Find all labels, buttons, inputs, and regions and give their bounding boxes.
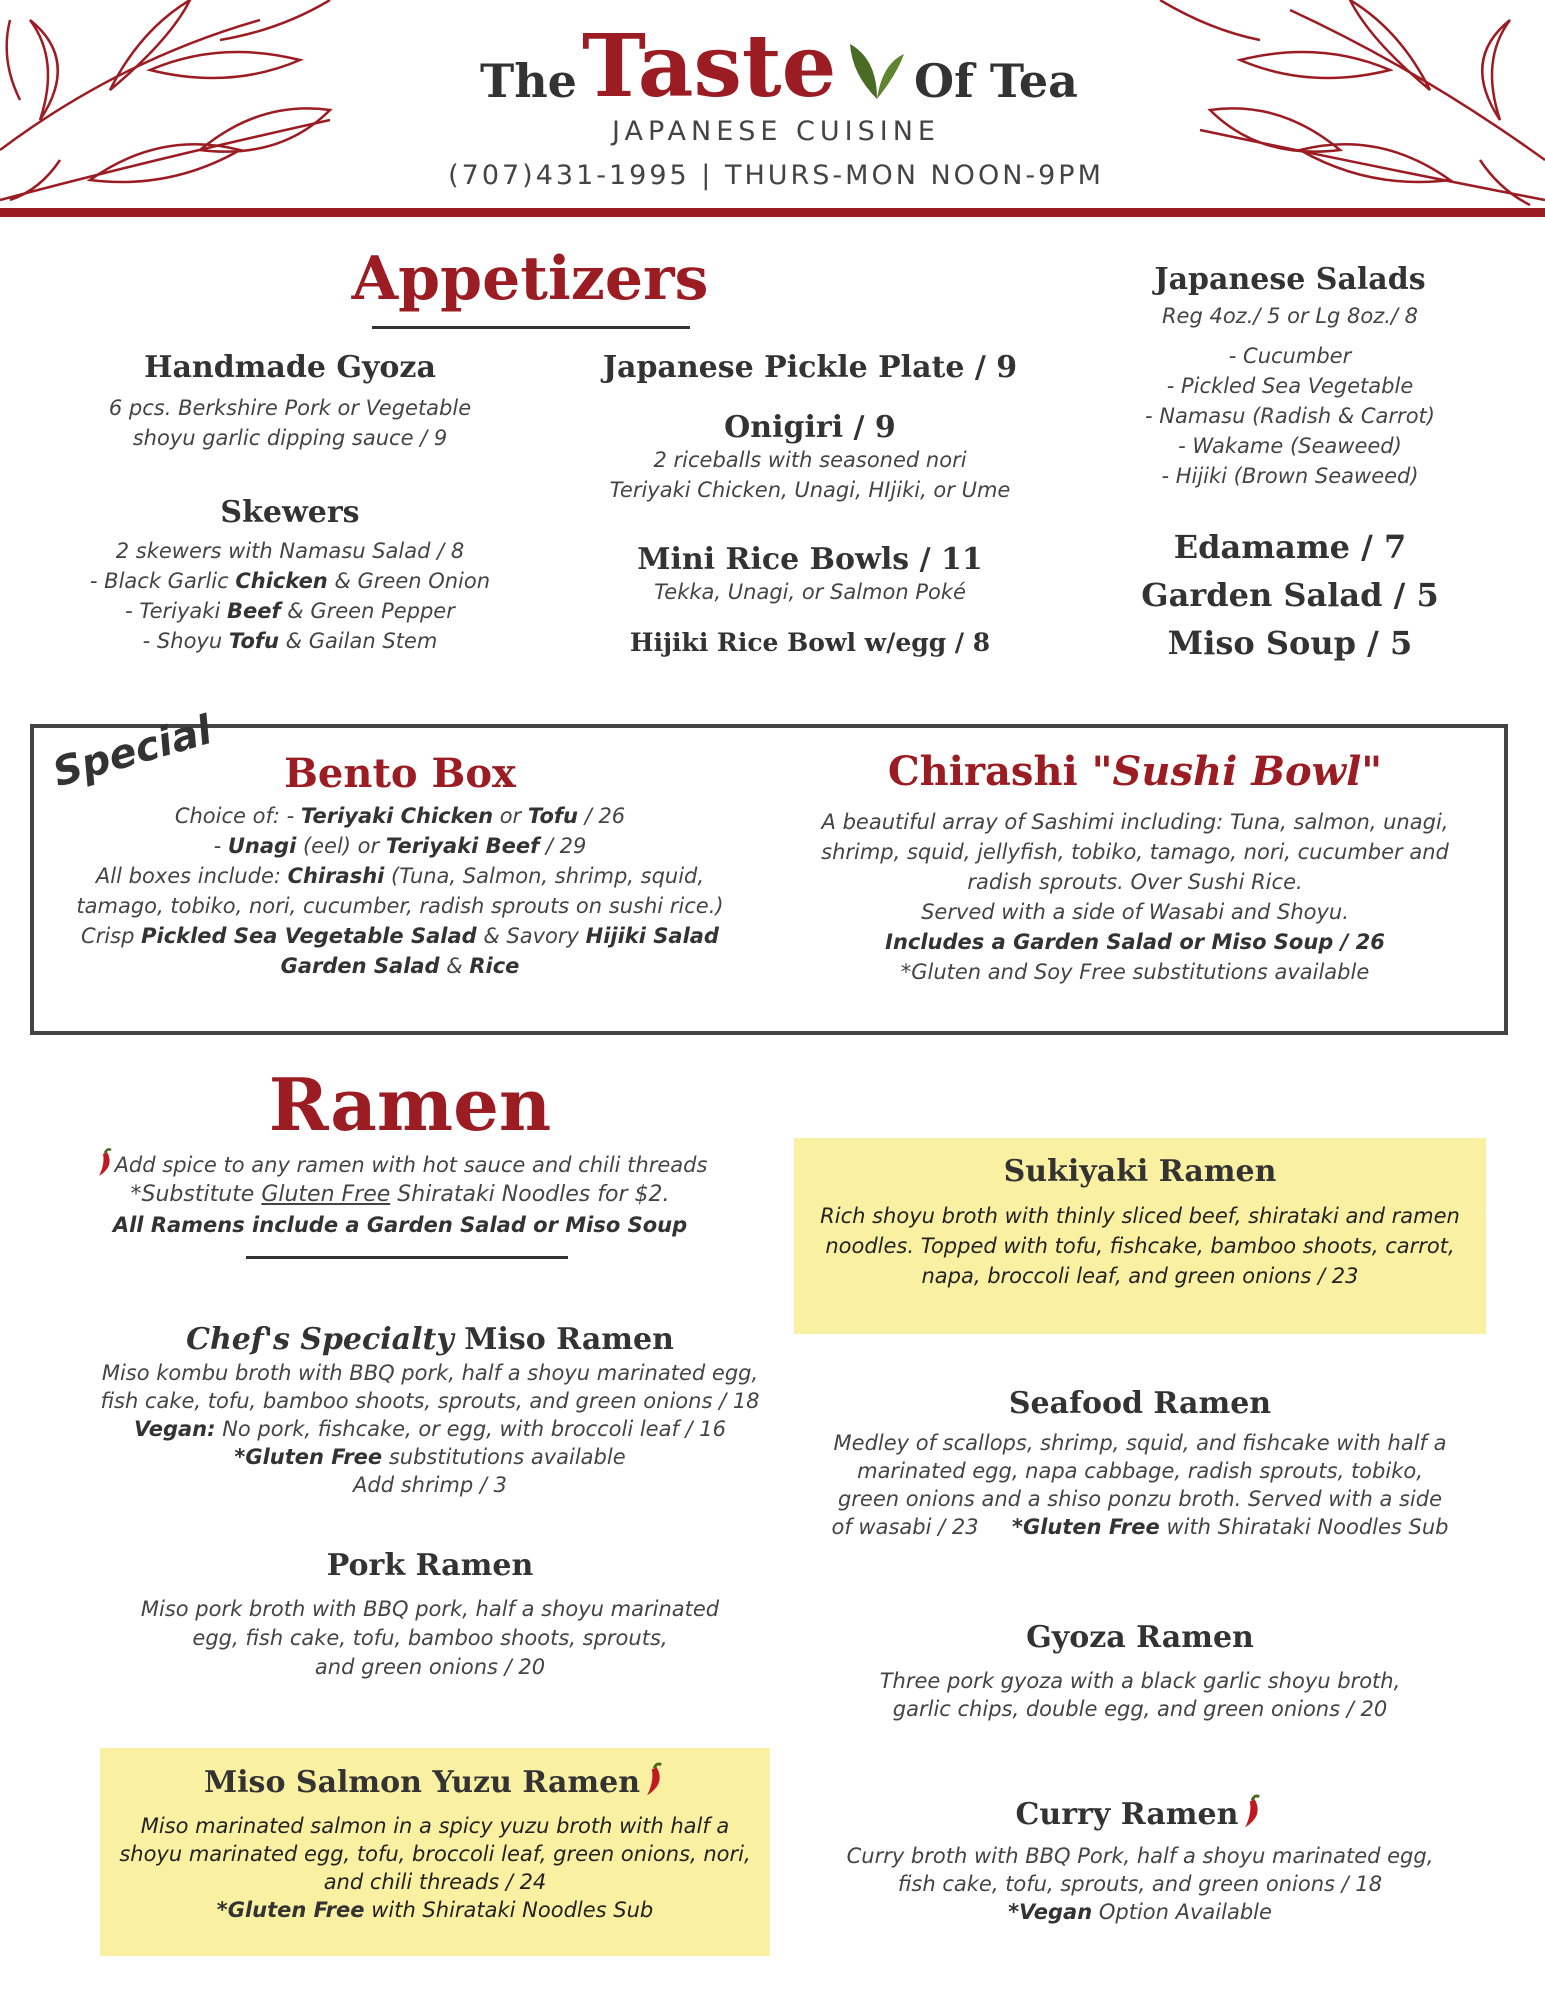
seafood-name: Seafood Ramen (1008, 1386, 1272, 1421)
gyoza-ramen-name: Gyoza Ramen (1026, 1620, 1254, 1655)
seafood-ramen (794, 1386, 1486, 1541)
onigiri-desc-2: Teriyaki Chicken, Unagi, HIjiki, or Ume (609, 478, 1011, 502)
seafood-desc-3: green onions and a shiso ponzu broth. Served with a side (837, 1487, 1443, 1511)
chirashi-desc-4: Served with a side of Wasabi and Shoyu. (921, 900, 1349, 924)
pork-ramen-desc-2: egg, fish cake, tofu, bamboo shoots, sprouts, (192, 1626, 668, 1650)
japanese-salads-name: Japanese Salads (1154, 262, 1426, 297)
chefs-desc-1: Miso kombu broth with BBQ pork, half a shoyu marinated egg, (101, 1361, 759, 1385)
curry-ramen-desc-2: fish cake, tofu, sprouts, and green onions / 18 (897, 1872, 1383, 1896)
subtitle: JAPANESE CUISINE (612, 116, 940, 147)
pork-ramen-desc-3: and green onions / 20 (314, 1655, 546, 1679)
appetizers-underline (372, 326, 690, 329)
sukiyaki-name: Sukiyaki Ramen (1003, 1154, 1277, 1189)
curry-ramen (794, 1794, 1486, 1926)
ramen-notes (50, 1148, 750, 1240)
curry-ramen-desc-1: Curry broth with BBQ Pork, half a shoyu marinated egg, (846, 1844, 1434, 1868)
ramen-title: Ramen (268, 1062, 552, 1147)
bento-desc-2: - Unagi (eel) or Teriyaki Beef / 29 (213, 834, 587, 858)
ramen-underline (246, 1256, 568, 1259)
bento-box-item (50, 750, 750, 981)
miso-soup-item: Miso Soup / 5 (1167, 624, 1413, 662)
chefs-specialty-miso-ramen (50, 1322, 810, 1499)
skewers-name: Skewers (220, 495, 360, 530)
chili-pepper-icon (1238, 1794, 1264, 1830)
miso-salmon-desc-3: and chili threads / 24 (323, 1870, 547, 1894)
gyoza-desc-1: 6 pcs. Berkshire Pork or Vegetable (108, 396, 472, 420)
skewers-desc-4: - Shoyu Tofu & Gailan Stem (142, 629, 438, 653)
pickle-plate-item: Japanese Pickle Plate / 9 (602, 350, 1018, 385)
salad-option: - Namasu (Radish & Carrot) (1145, 404, 1435, 428)
sukiyaki-desc-2: noodles. Topped with tofu, fishcake, bamboo shoots, carrot, (825, 1234, 1455, 1258)
mini-rice-bowls-desc: Tekka, Unagi, or Salmon Poké (654, 580, 966, 604)
chili-pepper-icon (93, 1148, 115, 1178)
salad-option: - Pickled Sea Vegetable (1166, 374, 1414, 398)
chefs-specialty-name: Chef's Specialty Miso Ramen (186, 1322, 674, 1357)
ramen-note-includes: All Ramens include a Garden Salad or Miso Soup (112, 1213, 688, 1237)
salad-option: - Cucumber (1228, 344, 1352, 368)
gyoza-ramen-desc-2: garlic chips, double egg, and green onions / 20 (892, 1697, 1388, 1721)
header-divider (0, 208, 1545, 217)
japanese-salads-sizes: Reg 4oz./ 5 or Lg 8oz./ 8 (1161, 304, 1419, 328)
gyoza-item (60, 350, 520, 453)
skewers-item (40, 495, 540, 656)
chirashi-name: Chirashi "Sushi Bowl" (887, 748, 1383, 795)
onigiri-item (560, 410, 1060, 505)
miso-salmon-desc-1: Miso marinated salmon in a spicy yuzu broth with half a (140, 1814, 730, 1838)
pork-ramen-name: Pork Ramen (326, 1548, 534, 1583)
gyoza-desc-2: shoyu garlic dipping sauce / 9 (132, 426, 448, 450)
mini-rice-bowls-item (560, 542, 1060, 607)
special-label: Special (48, 707, 218, 797)
miso-salmon-desc-4: *Gluten Free with Shirataki Noodles Sub (216, 1898, 654, 1922)
appetizers-title: Appetizers (351, 244, 709, 314)
garden-salad-item: Garden Salad / 5 (1141, 576, 1439, 614)
miso-salmon-desc-2: shoyu marinated egg, tofu, broccoli leaf, green onions, nori, (119, 1842, 751, 1866)
seafood-desc-4: of wasabi / 23 *Gluten Free with Shirataki Noodles Sub (831, 1515, 1449, 1539)
salad-option: - Wakame (Seaweed) (1178, 434, 1402, 458)
skewers-desc-3: - Teriyaki Beef & Green Pepper (125, 599, 455, 623)
curry-ramen-name: Curry Ramen (794, 1794, 1486, 1832)
bento-desc-6: Garden Salad & Rice (280, 954, 520, 978)
seafood-desc-1: Medley of scallops, shrimp, squid, and fishcake with half a (833, 1431, 1447, 1455)
logo-taste: Taste (582, 16, 837, 117)
bento-desc-1: Choice of: - Teriyaki Chicken or Tofu / 26 (174, 804, 626, 828)
pork-ramen (90, 1548, 770, 1682)
hijiki-rice-bowl-item: Hijiki Rice Bowl w/egg / 8 (629, 628, 991, 657)
gyoza-name: Handmade Gyoza (144, 350, 436, 385)
miso-salmon-name: Miso Salmon Yuzu Ramen (100, 1762, 770, 1800)
tea-leaf-icon (842, 34, 912, 104)
chirashi-desc-3: radish sprouts. Over Sushi Rice. (967, 870, 1303, 894)
onigiri-desc-1: 2 riceballs with seasoned nori (653, 448, 967, 472)
edamame-item: Edamame / 7 (1173, 528, 1407, 566)
chirashi-item (780, 748, 1490, 987)
onigiri-name: Onigiri / 9 (724, 410, 896, 445)
mini-rice-bowls-name: Mini Rice Bowls / 11 (637, 542, 983, 577)
chefs-desc-4: *Gluten Free substitutions available (234, 1445, 626, 1469)
pork-ramen-desc-1: Miso pork broth with BBQ pork, half a shoyu marinated (140, 1597, 720, 1621)
bento-desc-3: All boxes include: Chirashi (Tuna, Salmon, shrimp, squid, (95, 864, 705, 888)
gyoza-ramen (794, 1620, 1486, 1723)
chefs-desc-3: Vegan: No pork, fishcake, or egg, with broccoli leaf / 16 (133, 1417, 726, 1441)
ramen-note-gluten: *Substitute Gluten Free Shirataki Noodles for $2. (130, 1182, 670, 1207)
sukiyaki-desc-1: Rich shoyu broth with thinly sliced beef, shirataki and ramen (820, 1204, 1460, 1228)
ramen-note-spice: Add spice to any ramen with hot sauce and chili threads (50, 1148, 750, 1180)
seafood-desc-2: marinated egg, napa cabbage, radish sprouts, tobiko, (857, 1459, 1423, 1483)
gyoza-ramen-desc-1: Three pork gyoza with a black garlic shoyu broth, (879, 1669, 1401, 1693)
chili-pepper-icon (640, 1762, 666, 1798)
chirashi-desc-1: A beautiful array of Sashimi including: Tuna, salmon, unagi, (821, 810, 1449, 834)
chirashi-desc-2: shrimp, squid, jellyfish, tobiko, tamago, nori, cucumber and (821, 840, 1449, 864)
skewers-desc-1: 2 skewers with Namasu Salad / 8 (115, 539, 465, 563)
chirashi-desc-5: Includes a Garden Salad or Miso Soup / 26 (885, 930, 1385, 954)
logo-of-tea: Of Tea (914, 54, 1078, 108)
chirashi-desc-6: *Gluten and Soy Free substitutions available (900, 960, 1370, 984)
chefs-desc-2: fish cake, tofu, bamboo shoots, sprouts, and green onions / 18 (100, 1389, 760, 1413)
sukiyaki-desc-3: napa, broccoli leaf, and green onions / 23 (921, 1264, 1359, 1288)
chefs-desc-5: Add shrimp / 3 (353, 1473, 507, 1497)
logo-the: The (480, 54, 577, 108)
salad-option: - Hijiki (Brown Seaweed) (1161, 464, 1419, 488)
bento-desc-5: Crisp Pickled Sea Vegetable Salad & Savory Hijiki Salad (81, 924, 719, 948)
skewers-desc-2: - Black Garlic Chicken & Green Onion (89, 569, 491, 593)
bento-desc-4: tamago, tobiko, nori, cucumber, radish sprouts on sushi rice.) (76, 894, 724, 918)
miso-salmon-yuzu-ramen (100, 1762, 770, 1924)
curry-ramen-desc-3: *Vegan Option Available (1008, 1900, 1272, 1924)
bento-box-name: Bento Box (284, 750, 516, 797)
japanese-salads-item (1080, 262, 1500, 491)
restaurant-logo (470, 18, 1090, 118)
sukiyaki-ramen (794, 1154, 1486, 1291)
contact-hours: (707)431-1995 | THURS-MON NOON-9PM (448, 160, 1104, 191)
